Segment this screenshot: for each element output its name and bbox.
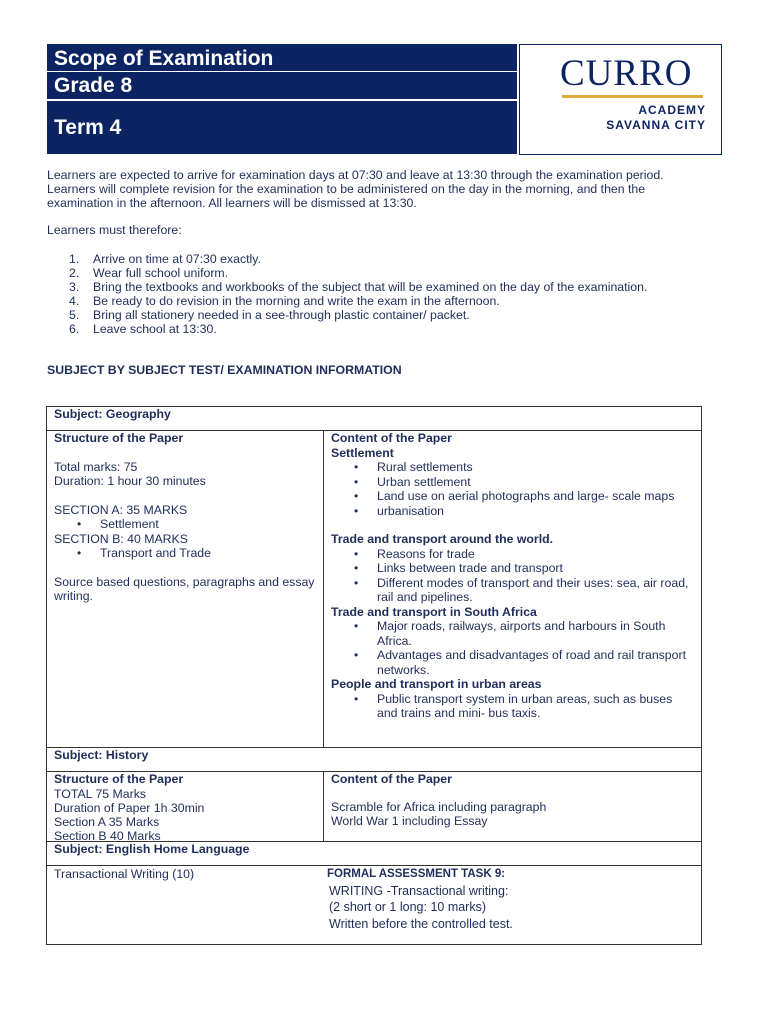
task-heading: FORMAL ASSESSMENT TASK 9: (327, 868, 506, 880)
list-item (47, 322, 647, 336)
list-text: Leave school at 13:30. (93, 322, 217, 336)
duration: Duration of Paper 1h 30min (54, 800, 205, 815)
list-text: Arrive on time at 07:30 exactly. (93, 252, 261, 266)
document-title: Scope of Examination (47, 44, 517, 71)
structure-heading: Structure of the Paper (54, 772, 184, 786)
topic-heading: People and transport in urban areas (331, 677, 542, 691)
list-item: • Advantages and disadvantages of road and rail transport networks. (331, 648, 693, 677)
content-heading: Content of the Paper (331, 772, 452, 786)
list-item: • Urban settlement (331, 475, 693, 490)
list-number: 1. (69, 252, 80, 266)
list-text: Wear full school uniform. (93, 266, 229, 280)
english-left: Transactional Writing (10) (54, 867, 195, 881)
list-text: Be ready to do revision in the morning and write the exam in the afternoon. (93, 294, 500, 308)
logo-accent-bar (562, 95, 703, 98)
list-number: 3. (69, 280, 80, 294)
geography-subject: Subject: Geography (54, 407, 171, 421)
list-item: • Settlement (54, 517, 316, 532)
list-item (47, 280, 647, 294)
list-item: • Links between trade and transport (331, 561, 693, 576)
list-item (47, 294, 647, 308)
history-subject: Subject: History (54, 748, 149, 762)
list-number: 4. (69, 294, 80, 308)
logo-line-academy: ACADEMY (638, 103, 706, 117)
table-divider (323, 430, 324, 747)
geography-content (331, 431, 693, 721)
task-line: Written before the controlled test. (329, 916, 513, 931)
topic-heading: Trade and transport in South Africa (331, 604, 537, 619)
list-text: Bring the textbooks and workbooks of the subject that will be examined on the day of the examination. (93, 280, 648, 294)
list-item (47, 252, 647, 266)
rules-list (47, 252, 647, 336)
structure-heading: Structure of the Paper (54, 431, 184, 445)
table-divider (323, 771, 324, 841)
list-item: • Land use on aerial photographs and large- scale maps (331, 489, 693, 504)
term-label: Term 4 (47, 101, 517, 154)
list-number: 5. (69, 308, 80, 322)
list-item: • Reasons for trade (331, 547, 693, 562)
exam-info-table (46, 406, 702, 945)
section-heading: SUBJECT BY SUBJECT TEST/ EXAMINATION INFORMATION (47, 363, 402, 377)
list-item: • Major roads, railways, airports and harbours in South Africa. (331, 619, 693, 648)
list-number: 6. (69, 322, 80, 336)
task-line: (2 short or 1 long: 10 marks) (329, 900, 487, 914)
total-marks: TOTAL 75 Marks (54, 786, 147, 801)
history-structure (54, 772, 316, 843)
history-content (331, 772, 693, 829)
geography-structure (54, 431, 316, 604)
task-line: WRITING -Transactional writing: (329, 883, 509, 898)
english-task (327, 866, 687, 932)
must-label: Learners must therefore: (47, 223, 182, 237)
total-marks: Total marks: 75 (54, 459, 138, 474)
logo-line-campus: SAVANNA CITY (606, 118, 706, 132)
english-subject: Subject: English Home Language (54, 842, 250, 856)
list-item: • Transport and Trade (54, 546, 316, 561)
source-note: Source based questions, paragraphs and essay writing. (54, 574, 315, 603)
list-text: Bring all stationery needed in a see-through plastic container/ packet. (93, 308, 470, 322)
section-a: Section A 35 Marks (54, 814, 160, 829)
section-a: SECTION A: 35 MARKS (54, 502, 188, 517)
section-b: Section B 40 Marks (54, 828, 161, 843)
list-item: • Different modes of transport and their uses: sea, air road, rail and pipelines. (331, 576, 693, 605)
list-item (47, 308, 647, 322)
list-number: 2. (69, 266, 80, 280)
topic-heading: Settlement (331, 445, 394, 460)
duration: Duration: 1 hour 30 minutes (54, 474, 206, 488)
grade-label: Grade 8 (47, 72, 517, 99)
list-item: • Rural settlements (331, 460, 693, 475)
intro-paragraph: Learners are expected to arrive for examination days at 07:30 and leave at 13:30 through the examination period. Learners will complete revision for the examination to be administered on the day in the morning, and then the examination in the afternoon. All learners will be dismissed at 13:30. (47, 168, 664, 211)
list-item (47, 266, 647, 280)
logo-brand: CURRO (560, 53, 693, 94)
list-item: • urbanisation (331, 504, 693, 519)
content-item: World War 1 including Essay (331, 814, 488, 828)
school-logo (519, 44, 722, 155)
topic-heading: Trade and transport around the world. (331, 532, 554, 546)
content-item: Scramble for Africa including paragraph (331, 799, 547, 814)
list-item: • Public transport system in urban areas, such as buses and trains and mini- bus taxis. (331, 692, 693, 721)
section-b: SECTION B: 40 MARKS (54, 531, 188, 546)
content-heading: Content of the Paper (331, 431, 452, 445)
document-header (47, 44, 517, 154)
